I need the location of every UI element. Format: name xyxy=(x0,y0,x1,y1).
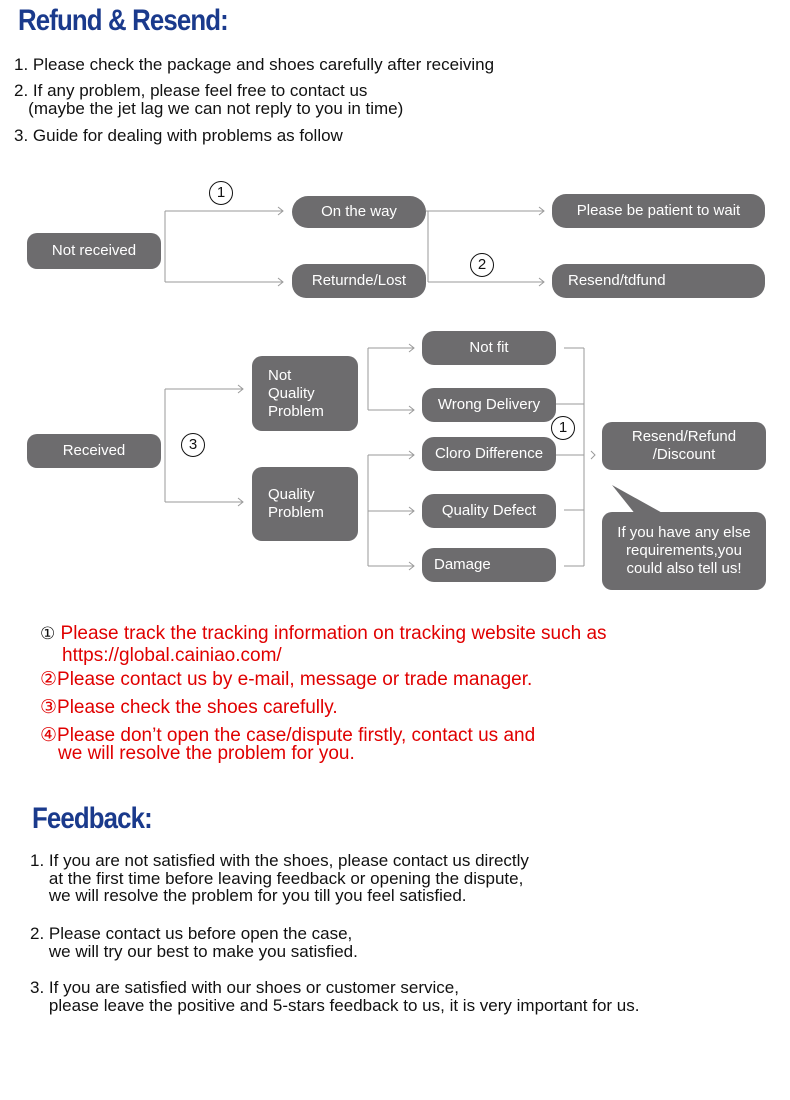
feedback-title: Feedback: xyxy=(32,802,152,835)
feedback-line-5: we will try our best to make you satisfied. xyxy=(30,942,358,961)
box-resend-refund-1: Resend/tdfund xyxy=(552,264,765,298)
box-color-difference: Cloro Difference xyxy=(422,437,556,471)
feedback-line-6: 3. If you are satisfied with our shoes or customer service, xyxy=(30,978,459,997)
refund-line-3: (maybe the jet lag we can not reply to you in time) xyxy=(14,99,404,118)
marker-2: 2 xyxy=(470,253,494,277)
box-quality-defect: Quality Defect xyxy=(422,494,556,528)
note-1 xyxy=(40,624,607,643)
box-received: Received xyxy=(27,434,161,468)
box-on-the-way: On the way xyxy=(292,196,426,228)
note-1-text: Please track the tracking information on tracking website such as xyxy=(60,623,607,644)
note-1-number: ① xyxy=(40,624,56,643)
note-4-line-2: we will resolve the problem for you. xyxy=(58,743,355,764)
feedback-line-3: we will resolve the problem for you till you feel satisfied. xyxy=(30,886,467,905)
feedback-line-4: 2. Please contact us before open the case, xyxy=(30,924,353,943)
note-3: ③Please check the shoes carefully. xyxy=(40,697,338,718)
box-not-fit: Not fit xyxy=(422,331,556,365)
note-2: ②Please contact us by e-mail, message or trade manager. xyxy=(40,669,533,690)
box-quality-problem: Quality Problem xyxy=(252,467,358,541)
refund-title: Refund & Resend: xyxy=(18,4,228,37)
box-not-received: Not received xyxy=(27,233,161,269)
box-wrong-delivery: Wrong Delivery xyxy=(422,388,556,422)
box-resend-refund-discount: Resend/Refund /Discount xyxy=(602,422,766,470)
feedback-line-2: at the first time before leaving feedback or opening the dispute, xyxy=(30,869,524,888)
box-be-patient: Please be patient to wait xyxy=(552,194,765,228)
marker-3: 3 xyxy=(181,433,205,457)
marker-1: 1 xyxy=(209,181,233,205)
feedback-line-7: please leave the positive and 5-stars feedback to us, it is very important for us. xyxy=(30,996,640,1015)
refund-line-4: 3. Guide for dealing with problems as follow xyxy=(14,126,343,145)
marker-1b: 1 xyxy=(551,416,575,440)
refund-line-1: 1. Please check the package and shoes carefully after receiving xyxy=(14,55,495,74)
box-not-quality-problem: Not Quality Problem xyxy=(252,356,358,431)
refund-line-2: 2. If any problem, please feel free to contact us xyxy=(14,81,368,100)
feedback-line-1: 1. If you are not satisfied with the shoes, please contact us directly xyxy=(30,851,529,870)
box-damage: Damage xyxy=(422,548,556,582)
note-4-line-1: ④Please don’t open the case/dispute firstly, contact us and xyxy=(40,725,536,746)
box-returned-lost: Returnde/Lost xyxy=(292,264,426,298)
note-1-url: https://global.cainiao.com/ xyxy=(62,645,282,666)
speech-bubble: If you have any else requirements,you could also tell us! xyxy=(602,512,766,590)
